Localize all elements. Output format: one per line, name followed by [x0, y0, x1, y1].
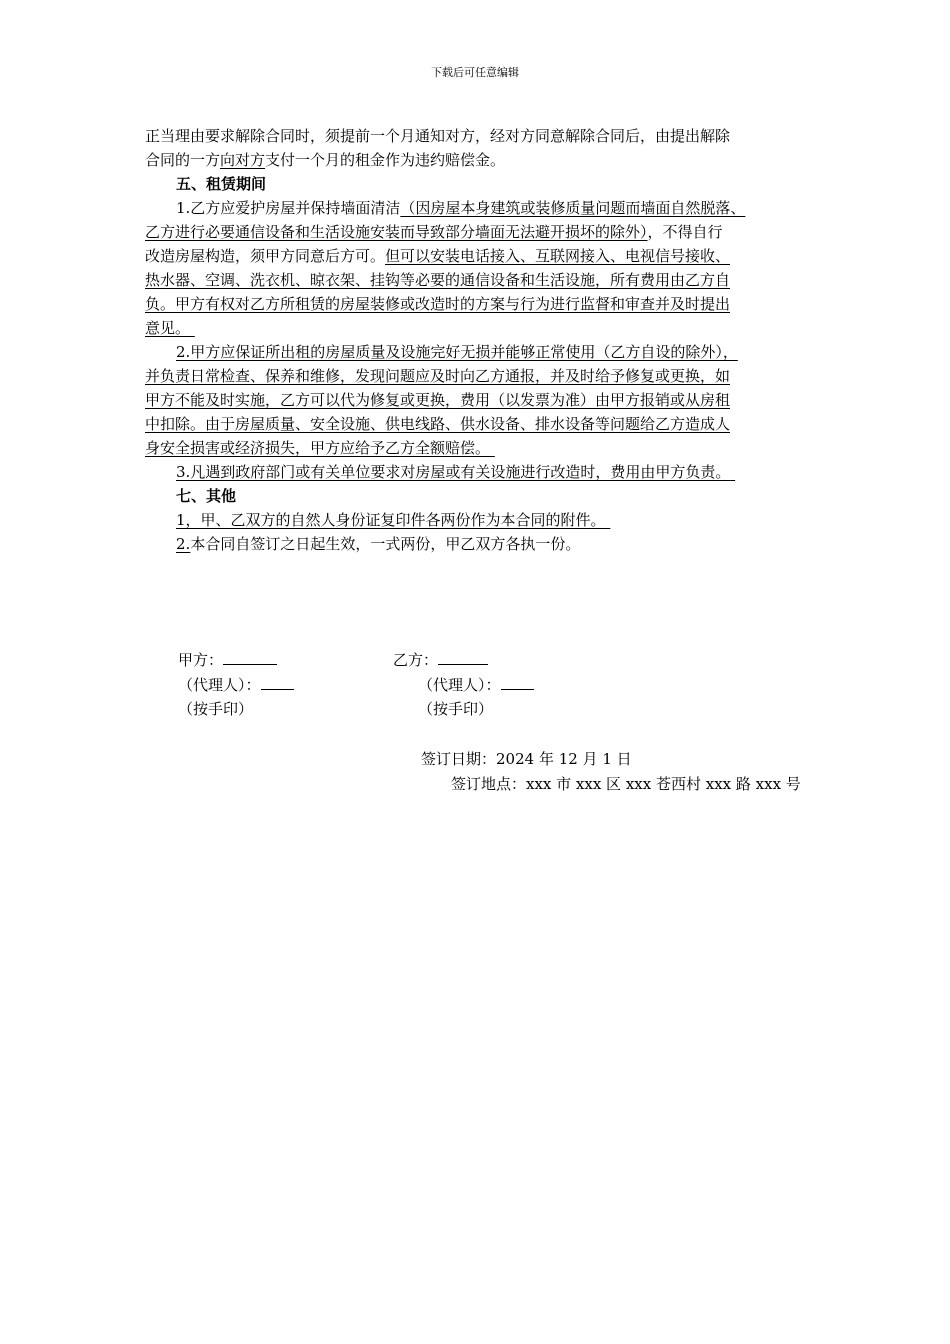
- signature-blank: [501, 675, 534, 690]
- party-b-label: 乙方：: [393, 651, 439, 669]
- text-run: 合同的一方: [145, 151, 221, 169]
- party-a-label: 甲方：: [178, 651, 224, 669]
- underline-tail: [490, 439, 495, 457]
- party-b-fingerprint: （按手印）: [418, 700, 494, 718]
- download-note: 下载后可任意编辑: [431, 66, 519, 79]
- signature-blank: [438, 650, 488, 665]
- section-heading-lease-period: 五、租赁期间: [176, 175, 267, 193]
- signature-blank: [223, 650, 277, 665]
- party-a-fingerprint: （按手印）: [178, 700, 254, 718]
- signing-place: 签订地点：xxx 市 xxx 区 xxx 苍西村 xxx 路 xxx 号: [451, 775, 801, 793]
- clause-line: 负。甲方有权对乙方所租赁的房屋装修或改造时的方案与行为进行监督和审查并及时提出: [145, 295, 731, 313]
- underlined-text: （因房屋本身建筑或装修质量问题而墙面自然脱落、: [400, 199, 746, 217]
- party-a-signature: [178, 648, 277, 672]
- clause-line: 2.甲方应保证所出租的房屋质量及设施完好无损并能够正常使用（乙方自设的除外），: [176, 343, 738, 361]
- underline-tail: [730, 463, 735, 481]
- underlined-text: 2.: [176, 535, 191, 553]
- underline-tail: [190, 319, 195, 337]
- underlined-text: 意见。: [145, 319, 191, 337]
- section-heading-other: 七、其他: [176, 487, 237, 505]
- text-run: ，不得自行: [647, 223, 723, 241]
- underlined-text: 但可以安装电话接入、互联网接入、电视信号接收、: [385, 247, 731, 265]
- text-run: 支付一个月的租金作为违约赔偿金。: [265, 151, 506, 169]
- clause-line: [145, 196, 813, 220]
- agent-label: （代理人）：: [178, 676, 261, 694]
- clause-line: 甲方不能及时实施，乙方可以代为修复或更换，费用（以发票为准）由甲方报销或从房租: [145, 391, 731, 409]
- underlined-text: 1，甲、乙双方的自然人身份证复印件各两份作为本合同的附件。: [176, 511, 606, 529]
- clause-line: [145, 460, 813, 484]
- underlined-text: 向对方: [220, 151, 266, 169]
- paragraph-line: [145, 148, 813, 172]
- contract-body: [145, 124, 813, 556]
- clause-line: [145, 508, 813, 532]
- clause-line: [145, 436, 813, 460]
- text-run: 正当理由要求解除合同时，须提前一个月通知对方，经对方同意解除合同后，由提出解除: [145, 127, 731, 145]
- text-run: 本合同自签订之日起生效，一式两份，甲乙双方各执一份。: [190, 535, 581, 553]
- clause-line: 并负责日常检查、保养和维修，发现问题应及时向乙方通报，并及时给予修复或更换，如: [145, 367, 731, 385]
- clause-line: [145, 244, 813, 268]
- text-run: 改造房屋构造，须甲方同意后方可。: [145, 247, 386, 265]
- underlined-text: 乙方进行必要通信设备和生活设施安装而导致部分墙面无法避开损坏的除外）: [145, 223, 648, 241]
- party-a-agent: [178, 673, 294, 697]
- agent-label: （代理人）：: [418, 676, 501, 694]
- underlined-text: 3.凡遇到政府部门或有关单位要求对房屋或有关设施进行改造时，费用由甲方负责。: [176, 463, 731, 481]
- text-run: 1.乙方应爱护房屋并保持墙面清洁: [176, 199, 401, 217]
- signature-blank: [261, 675, 294, 690]
- party-b-agent: [418, 673, 534, 697]
- clause-line: 热水器、空调、洗衣机、晾衣架、挂钩等必要的通信设备和生活设施，所有费用由乙方自: [145, 271, 731, 289]
- signing-date: 签订日期：2024 年 12 月 1 日: [421, 750, 632, 768]
- clause-line: 中扣除。由于房屋质量、安全设施、供电线路、供水设备、排水设备等问题给乙方造成人: [145, 415, 731, 433]
- underlined-text: 身安全损害或经济损失，甲方应给予乙方全额赔偿。: [145, 439, 491, 457]
- clause-line: [145, 532, 813, 556]
- underline-tail: [606, 511, 611, 529]
- clause-line: [145, 316, 813, 340]
- clause-line: [145, 220, 813, 244]
- paragraph-line: [145, 124, 813, 148]
- party-b-signature: [393, 648, 488, 672]
